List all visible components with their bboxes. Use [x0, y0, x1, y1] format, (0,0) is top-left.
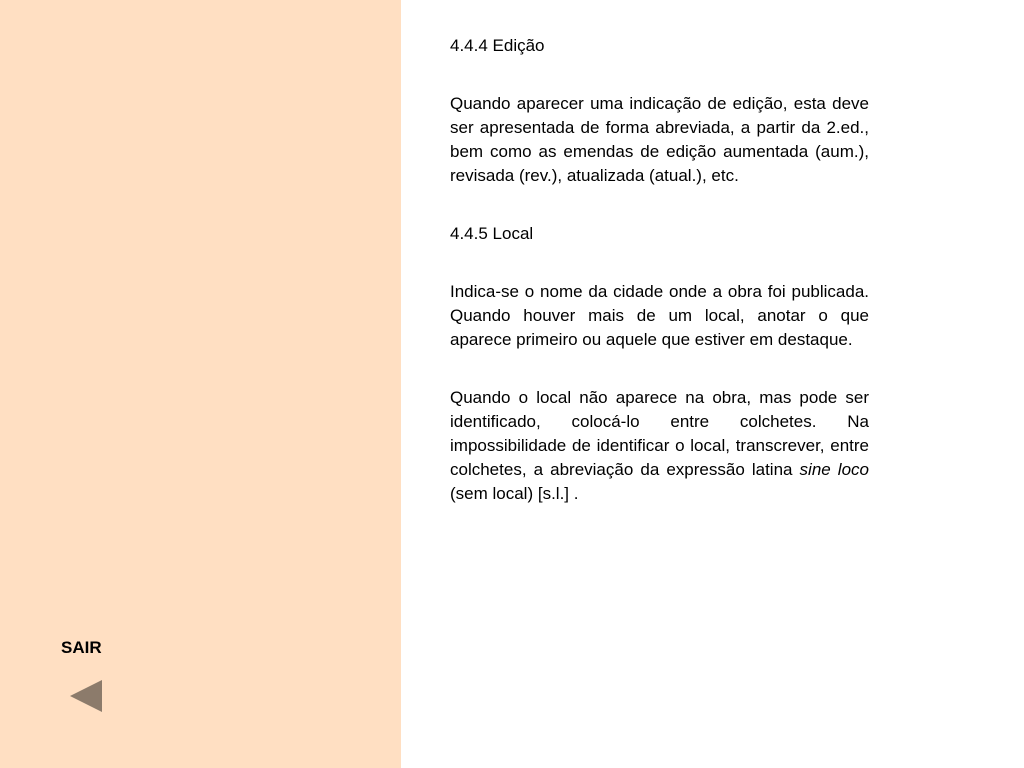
sidebar-panel [0, 0, 401, 768]
paragraph-local-2-text-a: Quando o local não aparece na obra, mas pode ser identificado, colocá-lo entre colchetes. Na impossibilidade de identificar o local, transcrever, entre colchetes, a abreviação da expressão latina [450, 388, 869, 479]
latin-expression: sine loco [799, 460, 869, 479]
paragraph-local-2-text-b: (sem local) [s.l.] . [450, 484, 579, 503]
paragraph-local-2 [450, 386, 869, 506]
section-heading-edicao: 4.4.4 Edição [450, 36, 545, 55]
paragraph-edicao: Quando aparecer uma indicação de edição, esta deve ser apresentada de forma abreviada, a partir da 2.ed., bem como as emendas de edição aumentada (aum.), revisada (rev.), atualizada (atual.), etc. [450, 94, 869, 185]
section-heading-local: 4.4.5 Local [450, 224, 534, 243]
exit-link[interactable]: SAIR [61, 638, 102, 657]
main-content [450, 34, 869, 540]
triangle-left-icon [68, 678, 104, 714]
paragraph-local-1: Indica-se o nome da cidade onde a obra foi publicada. Quando houver mais de um local, anotar o que aparece primeiro ou aquele que estiver em destaque. [450, 282, 869, 349]
back-button[interactable] [68, 678, 104, 714]
